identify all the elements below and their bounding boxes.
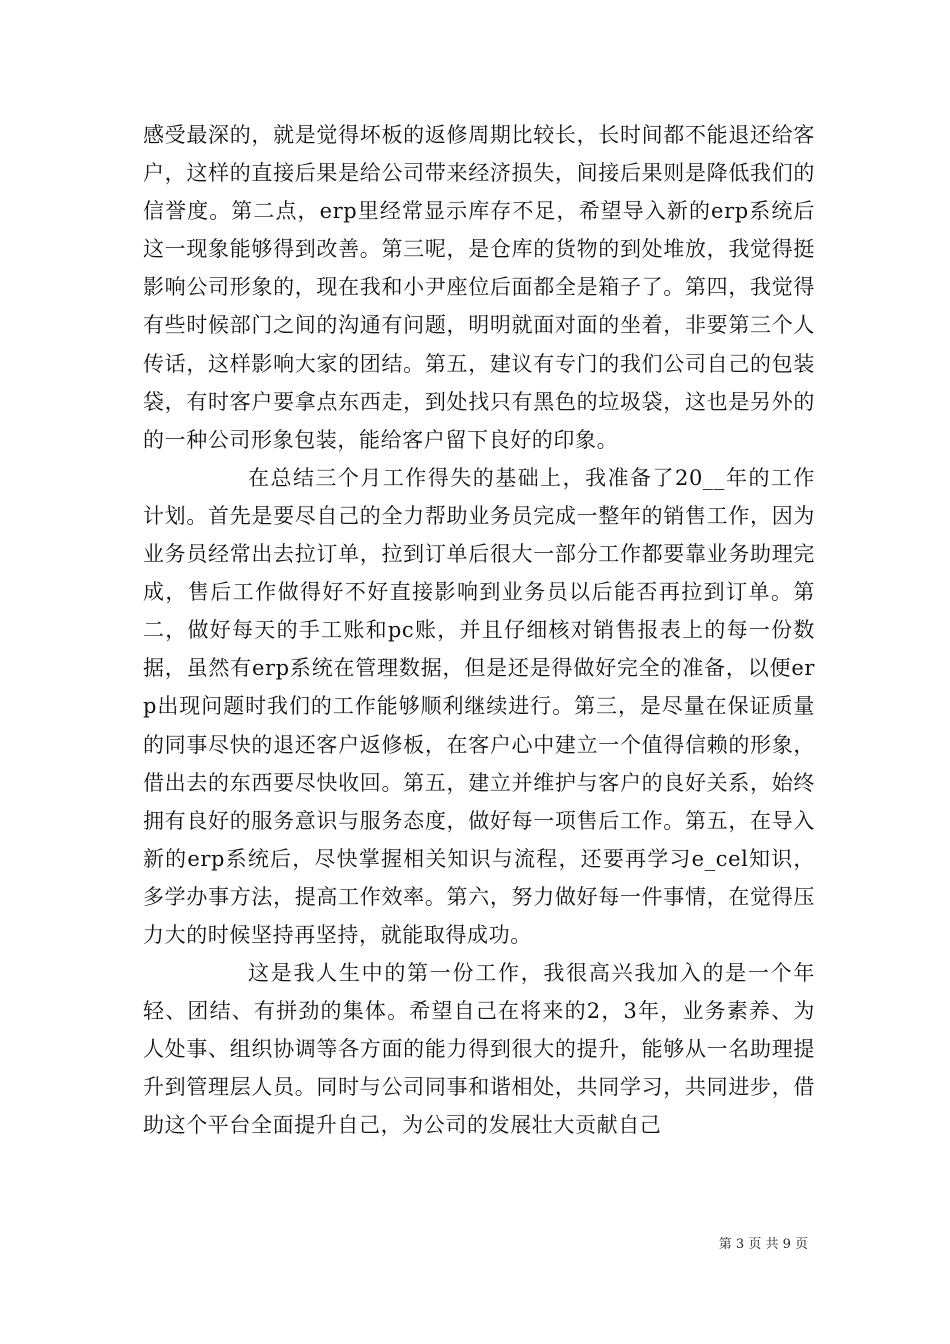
- paragraph-feedback: 感受最深的，就是觉得坏板的返修周期比较长，长时间都不能退还给客户，这样的直接后果是给公司带来经济损失，间接后果则是降低我们的信誉度。第二点，erp里经常显示库存不足，希望导入新的erp系统后这一现象能够得到改善。第三呢，是仓库的货物的到处堆放，我觉得挺影响公司形象的，现在我和小尹座位后面都全是箱子了。第四，我觉得有些时候部门之间的沟通有问题，明明就面对面的坐着，非要第三个人传话，这样影响大家的团结。第五，建议有专门的我们公司自己的包装袋，有时客户要拿点东西走，到处找只有黑色的垃圾袋，这也是另外的的一种公司形象包装，能给客户留下良好的印象。: [143, 123, 815, 452]
- page-number-footer: 第 3 页 共 9 页: [718, 1237, 808, 1252]
- paragraph-conclusion: 这是我人生中的第一份工作，我很高兴我加入的是一个年轻、团结、有拼劲的集体。希望自己在将来的2，3年，业务素养、为人处事、组织协调等各方面的能力得到很大的提升，能够从一名助理提升到管理层人员。同时与公司同事和谐相处，共同学习，共同进步，借助这个平台全面提升自己，为公司的发展壮大贡献自己: [143, 961, 815, 1138]
- document-body: [143, 116, 815, 1145]
- paragraph-work-plan: 在总结三个月工作得失的基础上，我准备了20__年的工作计划。首先是要尽自己的全力帮助业务员完成一整年的销售工作，因为业务员经常出去拉订单，拉到订单后很大一部分工作都要靠业务助理完成，售后工作做得好不好直接影响到业务员以后能否再拉到订单。第二，做好每天的手工账和pc账，并且仔细核对销售报表上的每一份数据，虽然有erp系统在管理数据，但是还是得做好完全的准备，以便erp出现问题时我们的工作能够顺利继续进行。第三，是尽量在保证质量的同事尽快的退还客户返修板，在客户心中建立一个值得信赖的形象，借出去的东西要尽快收回。第五，建立并维护与客户的良好关系，始终拥有良好的服务意识与服务态度，做好每一项售后工作。第五，在导入新的erp系统后，尽快掌握相关知识与流程，还要再学习e_cel知识，多学办事方法，提高工作效率。第六，努力做好每一件事情，在觉得压力大的时候坚持再坚持，就能取得成功。: [143, 465, 815, 947]
